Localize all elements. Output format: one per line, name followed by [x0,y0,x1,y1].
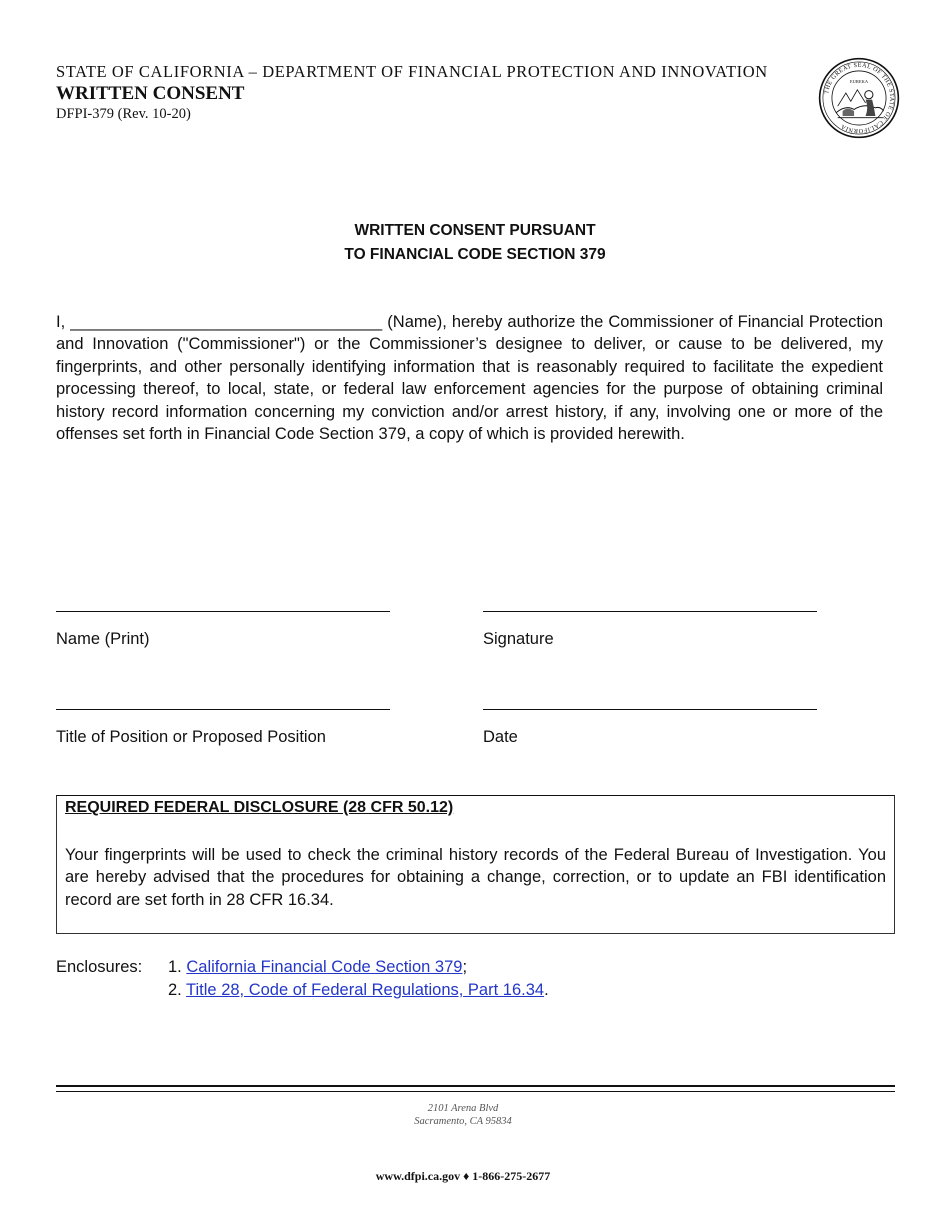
signature-label: Signature [483,630,554,648]
california-seal-icon [818,57,900,139]
date-line[interactable] [483,709,817,710]
position-title-line[interactable] [56,709,390,710]
consent-text: (Name), hereby authorize the Commissioner of Financial Protection and Innovation ("Commissioner") or the Commissioner’s designee to deliver, or cause to be delivered, my fingerprints, and other personally identifying information that is reasonably required to facilitate the expedient processing thereof, to local, state, or federal law enforcement agencies for the purpose of obtaining criminal history record information concerning my conviction and/or arrest history, if any, involving one or more of the offenses set forth in Financial Code Section 379, a copy of which is provided herewith. [56,313,884,444]
enclosure-item: 2. Title 28, Code of Federal Regulations, Part 16.34. [168,981,549,999]
consent-paragraph [56,311,883,445]
document-title-line-2: TO FINANCIAL CODE SECTION 379 [344,246,606,263]
svg-text:THE GREAT SEAL OF THE STATE OF: THE GREAT SEAL OF THE STATE OF CALIFORNIA [824,62,895,134]
name-blank[interactable]: I, __________________________________ [56,313,383,331]
position-title-label: Title of Position or Proposed Position [56,728,326,746]
disclosure-text: Your fingerprints will be used to check the criminal history records of the Federal Bureau of Investigation. You are hereby advised that the procedures for obtaining a change, correction, or to update an FBI identification record are set forth in 28 CFR 16.34. [65,846,886,909]
form-code: DFPI-379 (Rev. 10-20) [56,106,191,122]
name-print-label: Name (Print) [56,630,150,648]
date-label: Date [483,728,518,746]
form-title: WRITTEN CONSENT [56,83,245,104]
svg-text:EUREKA: EUREKA [849,79,869,85]
financial-code-379-link[interactable]: California Financial Code Section 379 [186,958,463,976]
document-title-line-1: WRITTEN CONSENT PURSUANT [354,222,596,239]
footer-contact: www.dfpi.ca.gov ♦ 1-866-275-2677 [375,1169,551,1183]
agency-name: STATE OF CALIFORNIA – DEPARTMENT OF FINANCIAL PROTECTION AND INNOVATION [56,62,768,81]
address-line-1: 2101 Arena Blvd [427,1103,499,1114]
enclosures-label: Enclosures: [56,958,143,976]
footer-rule-thin [56,1091,895,1092]
disclosure-heading: REQUIRED FEDERAL DISCLOSURE (28 CFR 50.12) [65,799,454,816]
enclosure-item: 1. California Financial Code Section 379; [168,958,468,976]
federal-disclosure-box [56,795,895,934]
name-print-line[interactable] [56,611,390,612]
footer-rule [56,1085,895,1087]
cfr-16-34-link[interactable]: Title 28, Code of Federal Regulations, Part 16.34 [186,981,545,999]
signature-line[interactable] [483,611,817,612]
address-line-2: Sacramento, CA 95834 [414,1116,512,1127]
